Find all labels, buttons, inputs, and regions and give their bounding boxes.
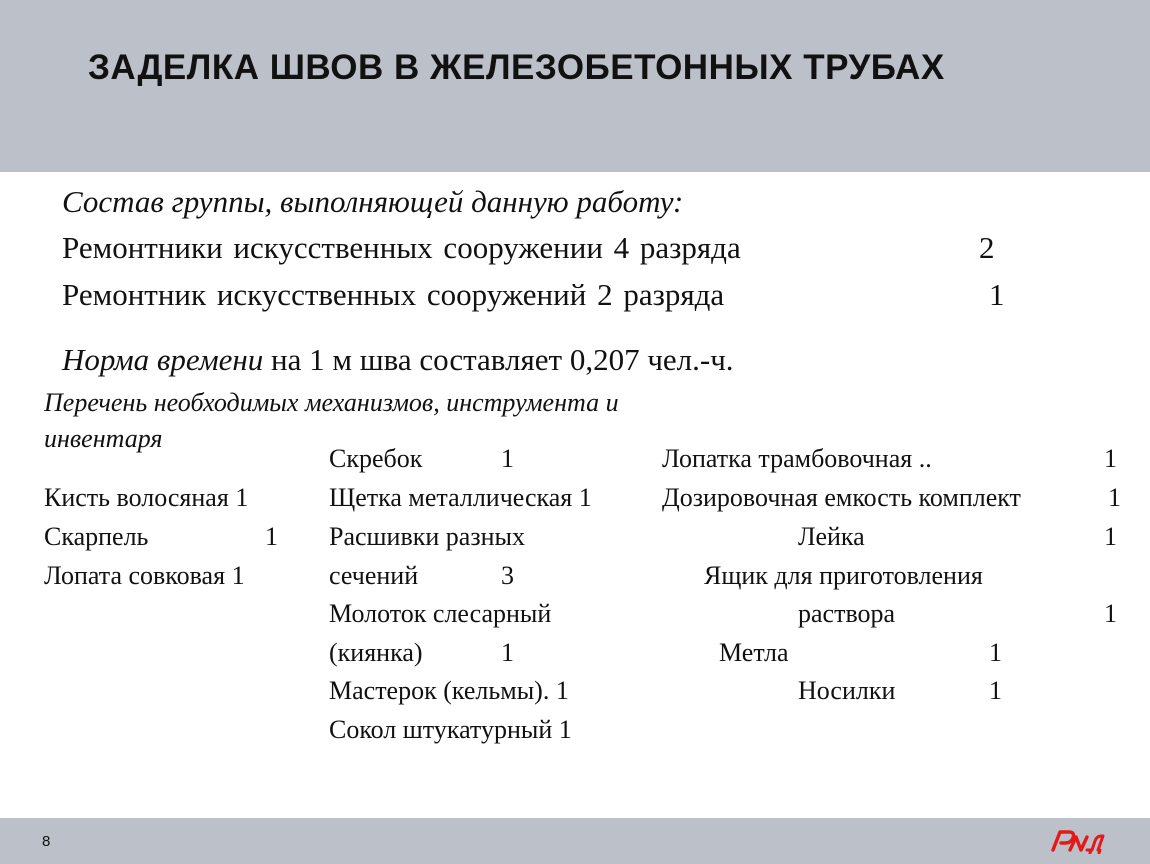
crew-row-1-count: 2	[979, 230, 995, 265]
equipment-qty: 3	[501, 561, 514, 590]
equipment-item: Лопата совковая 1	[44, 561, 245, 590]
crew-row-2-count: 1	[989, 277, 1005, 312]
crew-row-2-text: Ремонтник искусственных сооружений 2 разряда	[62, 277, 725, 312]
equipment-heading-line1: Перечень необходимых механизмов, инструмента и	[44, 388, 619, 417]
equipment-qty: 1	[501, 638, 514, 667]
equipment-item: Лопатка трамбовочная ..	[662, 444, 932, 473]
equipment-item: Скребок	[329, 444, 423, 473]
equipment-item: сечений	[329, 561, 419, 590]
footer-band	[0, 818, 1150, 864]
equipment-item: Кисть волосяная 1	[44, 483, 249, 512]
equipment-item: (киянка)	[329, 638, 423, 667]
equipment-item: Сокол штукатурный 1	[329, 715, 572, 744]
equipment-item: Молоток слесарный	[329, 599, 552, 628]
equipment-qty: 1	[1108, 483, 1121, 512]
rzd-logo-icon	[1050, 828, 1106, 854]
equipment-heading-line2: инвентаря	[44, 424, 163, 453]
equipment-qty: 1	[265, 522, 278, 551]
equipment-qty: 1	[1104, 599, 1117, 628]
equipment-qty: 1	[989, 638, 1002, 667]
equipment-qty: 1	[501, 444, 514, 473]
time-norm-label: Норма времени	[62, 342, 264, 377]
equipment-item: Носилки	[798, 676, 896, 705]
crew-heading: Состав группы, выполняющей данную работу:	[62, 184, 684, 219]
equipment-item: раствора	[798, 599, 896, 628]
equipment-item: Лейка	[798, 522, 865, 551]
crew-row-1-text: Ремонтники искусственных сооружении 4 разряда	[62, 230, 741, 265]
equipment-qty: 1	[1104, 522, 1117, 551]
time-norm	[62, 342, 734, 378]
equipment-qty: 1	[989, 676, 1002, 705]
equipment-item: Скарпель	[44, 522, 149, 551]
equipment-item: Расшивки разных	[329, 522, 525, 551]
page-number: 8	[42, 833, 51, 850]
equipment-item: Щетка металлическая 1	[329, 483, 592, 512]
equipment-qty: 1	[1104, 444, 1117, 473]
slide-title: ЗАДЕЛКА ШВОВ В ЖЕЛЕЗОБЕТОННЫХ ТРУБАХ	[88, 48, 945, 87]
equipment-item: Дозировочная емкость комплект	[662, 483, 1021, 512]
equipment-item: Метла	[719, 638, 789, 667]
equipment-item: Ящик для приготовления	[704, 561, 983, 590]
time-norm-text: на 1 м шва составляет 0,207 чел.-ч.	[271, 342, 734, 377]
equipment-item: Мастерок (кельмы). 1	[329, 676, 569, 705]
